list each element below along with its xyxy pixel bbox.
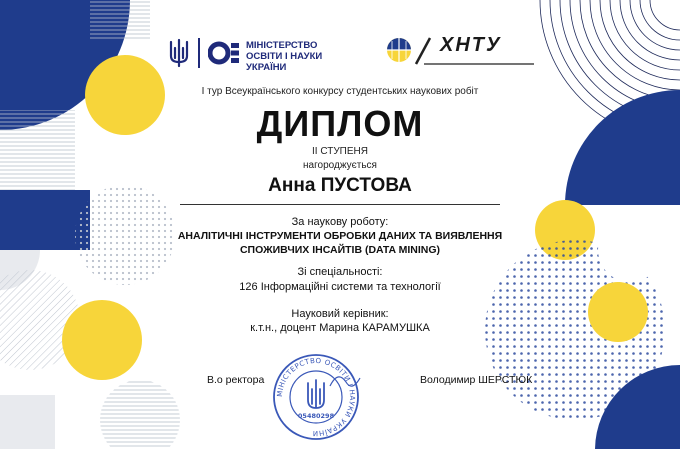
supervisor-label: Науковий керівник: bbox=[291, 308, 389, 320]
signatory-name: Володимир ШЕРСТЮК bbox=[420, 374, 533, 386]
recipient-name: Анна ПУСТОВА bbox=[268, 175, 412, 196]
ministry-logo-icon bbox=[208, 38, 240, 68]
seal-ring-text: МІНІСТЕРСТВО ОСВІТИ І НАУКИ УКРАЇНИ bbox=[275, 356, 357, 438]
supervisor-value: к.т.н., доцент Марина КАРАМУШКА bbox=[250, 322, 430, 334]
recipient-underline bbox=[180, 204, 500, 205]
university-logo-text: ХНТУ bbox=[440, 34, 502, 56]
ministry-line-2: ОСВІТИ І НАУКИ bbox=[246, 51, 323, 62]
work-label: За наукову роботу: bbox=[291, 216, 389, 228]
work-title-line-1: АНАЛІТИЧНІ ІНСТРУМЕНТИ ОБРОБКИ ДАНИХ ТА ВИЯВЛЕННЯ bbox=[177, 230, 503, 242]
diploma-title: ДИПЛОМ bbox=[256, 103, 424, 144]
seal-code: 05480298 bbox=[297, 412, 335, 420]
work-title-line-2: СПОЖИВЧИХ ІНСАЙТІВ (DATA MINING) bbox=[239, 244, 441, 256]
header-divider bbox=[198, 38, 200, 68]
specialty-value: 126 Інформаційні системи та технології bbox=[239, 281, 441, 293]
awarded-label: нагороджується bbox=[303, 160, 377, 171]
contest-title: І тур Всеукраїнського конкурсу студентських наукових робіт bbox=[201, 86, 479, 97]
official-seal-icon bbox=[268, 352, 364, 442]
diploma-degree: ІІ СТУПЕНЯ bbox=[312, 146, 368, 157]
ministry-line-3: УКРАЇНИ bbox=[246, 62, 287, 73]
ministry-name bbox=[246, 40, 322, 73]
ministry-line-1: МІНІСТЕРСТВО bbox=[246, 40, 318, 51]
trident-emblem-icon bbox=[168, 38, 190, 68]
specialty-label: Зі спеціальності: bbox=[297, 266, 383, 278]
signatory-role: В.о ректора bbox=[207, 374, 265, 386]
